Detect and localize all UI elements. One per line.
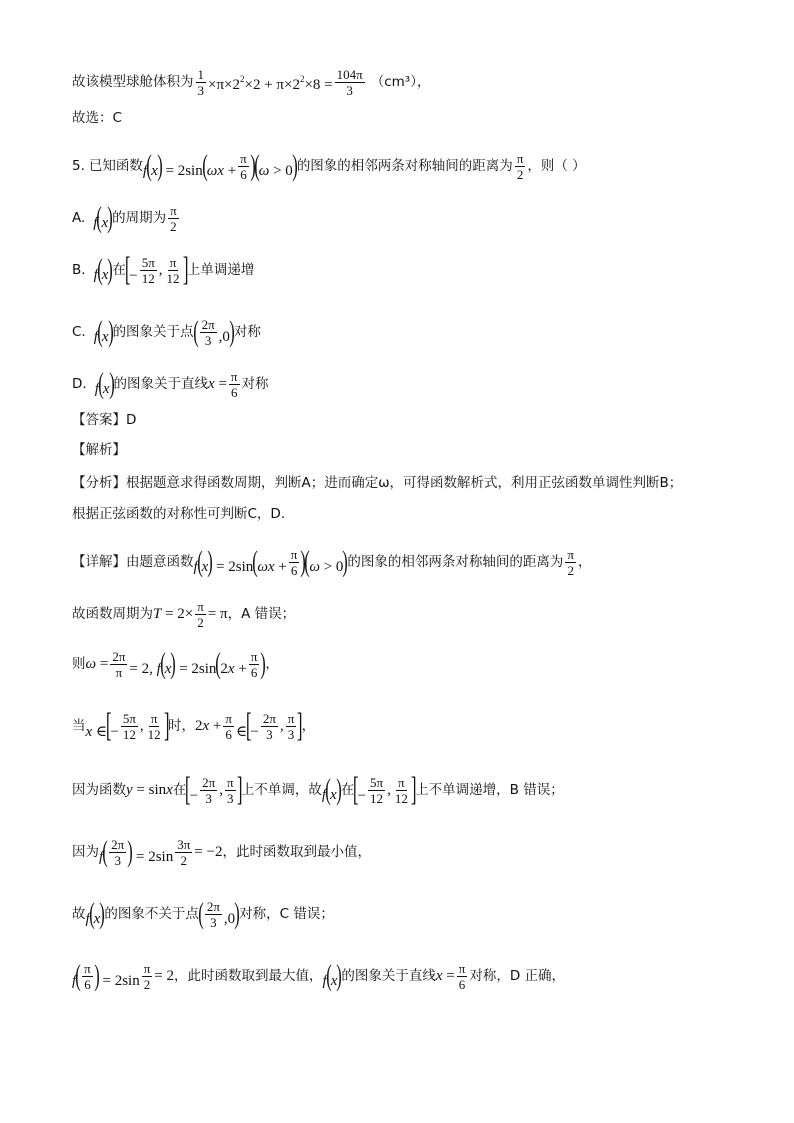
option-label: D.	[72, 376, 87, 392]
option-d: D. f(x) 的图象关于直线 x = $\frac{\pi}{6}$ 对称	[72, 367, 269, 400]
volume-prefix: 故该模型球舱体积为	[72, 74, 194, 90]
question-number: 5.	[72, 158, 85, 174]
fraction: $\frac{2\pi}{3}$	[111, 836, 125, 868]
detail-text: 上不单调递增，B 错误；	[415, 782, 564, 798]
detail-text: 的图象关于直线	[341, 968, 436, 984]
question-stem	[72, 146, 734, 186]
option-label: A.	[72, 210, 86, 226]
detail-line-8: f( $\frac{\pi}{6}$ ) = 2sin $\frac{\pi}{2}$ = 2 ，此时函数取到最大值， f(x) 的图象关于直线 x = $\frac{\pi}{6}$ 对称，D 正确，	[72, 959, 566, 992]
analysis-header: 【解析】	[72, 442, 126, 458]
fraction: $\frac{\pi}{2}$	[170, 202, 177, 234]
detail-text: 当	[72, 718, 86, 734]
option-text: 对称	[241, 376, 269, 392]
fraction: $\frac{\pi}{6}$	[458, 960, 466, 992]
math-expr: f(x)	[93, 315, 114, 348]
fraction: $\frac{\pi}{6}$	[225, 710, 232, 742]
option-text: 对称	[233, 324, 261, 340]
detail-text: ，此时函数取到最小值，	[222, 844, 371, 860]
fraction: $\frac{\pi}{6}$	[230, 368, 238, 400]
fraction: $\frac{2\pi}{3}$	[206, 898, 220, 930]
option-label: B.	[72, 262, 86, 278]
detail-text: 故函数周期为	[72, 606, 153, 622]
option-a	[72, 198, 734, 238]
detail-line-2: 故函数周期为 T = 2× $\frac{\pi}{2}$ = π ，A 错误；	[72, 598, 296, 630]
fraction: $\frac{1}{3}$	[197, 66, 204, 98]
volume-line	[72, 62, 734, 102]
stem-suffix: 的图象的相邻两条对称轴间的距离为	[296, 158, 513, 174]
fraction: $\frac{3\pi}{2}$	[177, 836, 191, 868]
math-expr: $\times\pi\times 2^2\times 2 + \pi\times 2^2\times 8$ =	[208, 74, 333, 93]
fraction: $\frac{\pi}{12}$	[147, 710, 161, 742]
fraction: $\frac{5\pi}{12}$	[369, 774, 384, 806]
detail-text: 在	[172, 782, 187, 798]
prev-answer-text: 故选：C	[72, 110, 122, 126]
detail-text: 则	[72, 656, 86, 672]
fraction: $\frac{5\pi}{12}$	[141, 254, 155, 286]
fraction: $\frac{\pi}{2}$	[143, 960, 151, 992]
math-expr: f(x)	[93, 201, 113, 234]
fraction: $\frac{104\pi}{3}$	[336, 66, 363, 98]
option-text: 的周期为	[112, 210, 167, 226]
analysis-header-line	[72, 440, 734, 460]
math-expr: f(x)	[94, 367, 115, 400]
analysis-tag: 【分析】	[72, 475, 126, 491]
fraction: $\frac{2\pi}{3}$	[262, 710, 276, 742]
fraction: $\frac{2\pi}{\pi}$	[112, 648, 126, 680]
math-expr: )(ω > 0)	[250, 149, 298, 182]
detail-text: 的图象不关于点	[104, 906, 199, 922]
analysis-text: 根据正弦函数的对称性可判断C，D.	[72, 506, 286, 522]
detail-tag: 【详解】	[72, 554, 126, 570]
fraction: $\frac{\pi}{2}$	[567, 546, 574, 578]
detail-line-5: 因为函数 y = sinx 在 [− $\frac{2\pi}{3}$ , $\frac{\pi}{3}$ ] 上不单调，故 f(x) 在 [− $\frac{5\pi}{12}$ , $\frac{\pi}{12}$ ] 上不单调递增，B 错误；	[72, 771, 564, 808]
fraction: $\frac{2\pi}{3}$	[202, 774, 216, 806]
detail-text: 在	[340, 782, 355, 798]
fraction: $\frac{\pi}{12}$	[394, 774, 408, 806]
detail-line-6: 因为 f( $\frac{2\pi}{3}$ ) = 2sin $\frac{3\pi}{2}$ = −2 ，此时函数取到最小值，	[72, 835, 371, 868]
detail-text: 对称，D 正确，	[469, 968, 566, 984]
analysis-line-1	[72, 473, 734, 493]
detail-text: ，	[578, 554, 592, 570]
detail-line-3: 则 ω = $\frac{2\pi}{\pi}$ = 2, f(x) = 2sin(2x + $\frac{\pi}{6}$ ) ，	[72, 647, 279, 680]
detail-text: ，A 错误；	[227, 606, 296, 622]
option-label: C.	[72, 324, 86, 340]
detail-text: ，	[301, 718, 316, 734]
analysis-line-2	[72, 504, 734, 524]
fraction: $\frac{\pi}{6}$	[290, 546, 298, 578]
fraction: $\frac{\pi}{3}$	[226, 774, 234, 806]
fraction: $\frac{\pi}{2}$	[197, 598, 204, 630]
detail-text: 故	[72, 906, 86, 922]
detail-text: 因为函数	[72, 782, 126, 798]
stem-end: ，则（ ）	[527, 158, 586, 174]
fraction: $\frac{2\pi}{3}$	[201, 316, 215, 348]
fraction: $\frac{\pi}{3}$	[287, 710, 295, 742]
detail-text: 对称，C 错误；	[239, 906, 334, 922]
volume-unit: （cm³），	[370, 74, 431, 90]
detail-text: 时，	[167, 718, 195, 734]
fraction: $\frac{\pi}{12}$	[166, 254, 180, 286]
fraction: $\frac{5\pi}{12}$	[122, 710, 136, 742]
option-text: 在	[112, 262, 126, 278]
math-expr: f(x) = 2sin(ωx +	[142, 149, 237, 182]
detail-line-1: 【详解】 由题意函数 f(x) = 2sin(ωx + $\frac{\pi}{6}$ )(ω > 0) 的图象的相邻两条对称轴间的距离为 $\frac{\pi}{2}$ ，	[72, 545, 592, 578]
math-expr: f(x)	[93, 253, 114, 286]
detail-line-4: 当 x ∈[− $\frac{5\pi}{12}$ , $\frac{\pi}{12}$ ] 时， 2x + $\frac{\pi}{6}$ ∈[− $\frac{2\pi}{3}$ , $\frac{\pi}{3}$ ] ，	[72, 707, 316, 744]
option-b: B. f(x) 在 [− $\frac{5\pi}{12}$ , $\frac{\pi}{12}$ ] 上单调递增	[72, 251, 255, 288]
option-text: 的图象关于点	[112, 324, 194, 340]
fraction: $\frac{\pi}{6}$	[84, 960, 91, 992]
fraction: $\frac{\pi}{6}$	[240, 150, 247, 182]
prev-answer-line	[72, 108, 734, 128]
math-expr: f(x) = 2sin(ωx +	[193, 545, 287, 578]
detail-text: ，此时函数取到最大值，	[174, 968, 323, 984]
detail-line-7: 故 f(x) 的图象不关于点 ( $\frac{2\pi}{3}$ ,0) 对称，C 错误；	[72, 897, 334, 930]
math-expr: [−	[124, 251, 138, 288]
option-text: 上单调递增	[186, 262, 255, 278]
detail-text: 由题意函数	[126, 554, 194, 570]
detail-text: 的图象的相邻两条对称轴间的距离为	[347, 554, 564, 570]
option-text: 的图象关于直线	[113, 376, 209, 392]
answer-tag: 【答案】	[72, 412, 126, 428]
stem-prefix: 已知函数	[88, 158, 143, 174]
analysis-text: 根据题意求得函数周期，判断A；进而确定ω，可得函数解析式，利用正弦函数单调性判断B；	[126, 475, 683, 491]
option-c: C. f(x) 的图象关于点 ( $\frac{2\pi}{3}$ ,0) 对称	[72, 315, 261, 348]
detail-text: 因为	[72, 844, 99, 860]
detail-text: 上不单调，故	[240, 782, 322, 798]
detail-text: ，	[265, 656, 279, 672]
answer-line	[72, 410, 734, 430]
answer-value: D	[126, 412, 137, 428]
fraction: $\frac{\pi}{2}$	[516, 150, 524, 182]
fraction: $\frac{\pi}{6}$	[250, 648, 258, 680]
